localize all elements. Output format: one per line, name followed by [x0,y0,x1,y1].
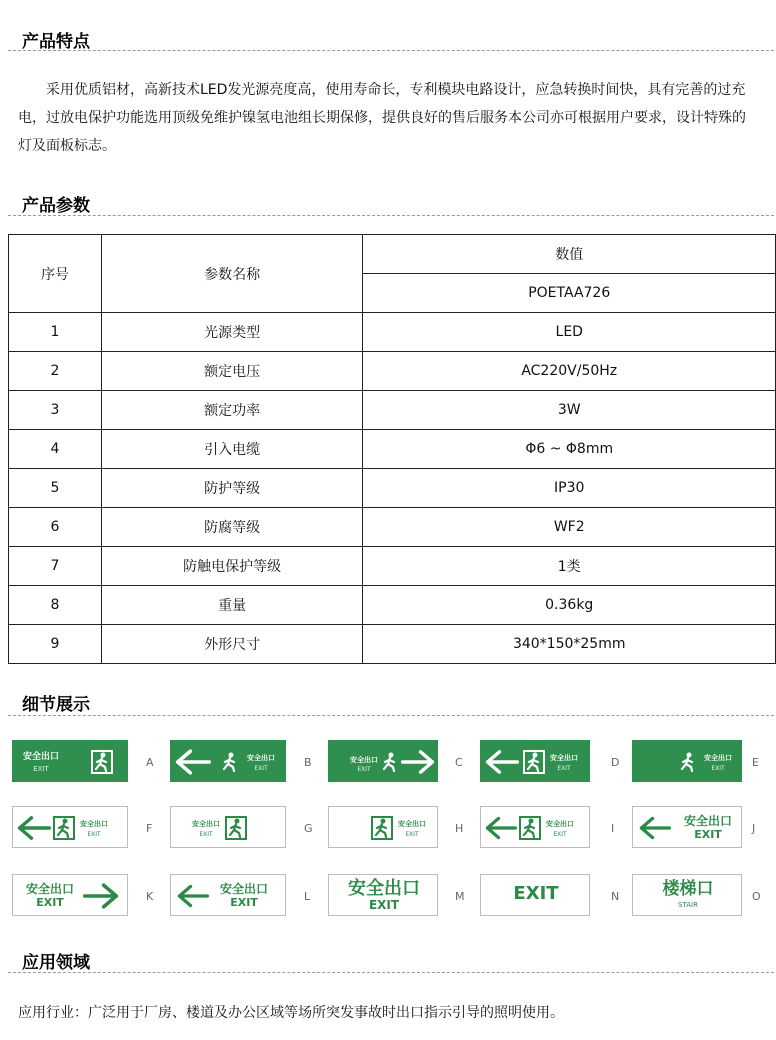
sign-text: 安全出口 [348,878,420,899]
row-index: 7 [9,547,102,586]
row-name: 引入电缆 [101,430,363,469]
header-model: POETAA726 [363,274,776,313]
header-value: 数值 [363,235,776,274]
sign-letter-label: D [611,756,620,769]
header-name: 参数名称 [101,235,363,313]
running-person-icon [219,750,241,774]
running-person-icon [523,750,545,774]
row-name: 重量 [101,586,363,625]
sign-letter-label: M [455,890,465,903]
running-person-icon [91,750,113,774]
table-row [9,508,776,547]
exit-sign-a [12,740,128,782]
params-title: 产品参数 [22,196,90,216]
sign-text: EXIT [694,828,722,841]
details-title: 细节展示 [22,695,90,715]
features-divider [8,50,774,51]
row-index: 1 [9,313,102,352]
sign-text: 楼梯口 [662,879,714,899]
details-divider [8,715,774,716]
row-index: 3 [9,391,102,430]
sign-text: 安全出口 [247,754,275,762]
row-name: 外形尺寸 [101,625,363,664]
features-title: 产品特点 [22,32,90,52]
sign-text: EXIT [368,898,400,912]
exit-sign-k [12,874,128,916]
exit-sign-b [170,740,286,782]
table-row [9,625,776,664]
table-row [9,586,776,625]
sign-letter-label: I [611,822,615,835]
sign-text: 安全出口 [25,882,74,896]
row-index: 6 [9,508,102,547]
sign-text: 安全出口 [350,756,378,764]
sign-subtext: EXIT [87,831,101,838]
sign-text: 安全出口 [546,820,574,828]
row-value: 340*150*25mm [363,625,776,664]
params-table [8,234,776,664]
sign-text: EXIT [230,896,258,909]
row-value: 3W [363,391,776,430]
exit-sign-j [632,806,742,848]
table-row [9,547,776,586]
table-row [9,469,776,508]
arrow-left-icon [177,881,209,911]
row-value: 1类 [363,547,776,586]
row-index: 2 [9,352,102,391]
sign-subtext: EXIT [711,765,725,772]
row-value: LED [363,313,776,352]
sign-letter-label: O [752,890,761,903]
row-name: 额定电压 [101,352,363,391]
row-value: IP30 [363,469,776,508]
sign-subtext: EXIT [254,765,268,772]
running-person-icon [677,750,699,774]
sign-subtext: EXIT [405,831,419,838]
sign-text: EXIT [513,883,559,904]
sign-letter-label: J [752,822,756,835]
sign-text: 安全出口 [683,814,732,828]
row-name: 防护等级 [101,469,363,508]
table-row [9,430,776,469]
exit-sign-o [632,874,742,916]
row-value: 0.36kg [363,586,776,625]
header-index: 序号 [9,235,102,313]
sign-letter-label: B [304,756,312,769]
running-person-icon [379,750,401,774]
exit-sign-h [328,806,438,848]
row-name: 光源类型 [101,313,363,352]
row-value: WF2 [363,508,776,547]
row-value: Φ6 ~ Φ8mm [363,430,776,469]
sign-text: 安全出口 [398,820,426,828]
row-name: 防触电保护等级 [101,547,363,586]
row-index: 5 [9,469,102,508]
exit-sign-d [480,740,590,782]
running-person-icon [371,816,393,840]
application-text: 应用行业：广泛用于厂房、楼道及办公区域等场所突发事故时出口指示引导的照明使用。 [18,1005,564,1021]
exit-sign-g [170,806,286,848]
sign-letter-label: F [146,822,153,835]
arrow-left-icon [17,813,51,843]
exit-sign-c [328,740,438,782]
running-person-icon [225,816,247,840]
row-name: 额定功率 [101,391,363,430]
sign-letter-label: G [304,822,313,835]
sign-letter-label: H [455,822,464,835]
exit-sign-l [170,874,286,916]
sign-letter-label: E [752,756,759,769]
row-index: 9 [9,625,102,664]
application-divider [8,972,774,973]
sign-subtext: EXIT [33,765,49,773]
row-index: 8 [9,586,102,625]
sign-text: 安全出口 [80,820,108,828]
table-row [9,391,776,430]
table-row [9,313,776,352]
sign-text: 安全出口 [219,882,268,896]
arrow-left-icon [639,813,671,843]
params-divider [8,215,774,216]
sign-letter-label: K [146,890,154,903]
sign-subtext: EXIT [199,831,213,838]
row-index: 4 [9,430,102,469]
arrow-right-icon [401,747,435,777]
exit-sign-e [632,740,742,782]
sign-text: 安全出口 [550,754,578,762]
exit-sign-f [12,806,128,848]
running-person-icon [519,816,541,840]
row-name: 防腐等级 [101,508,363,547]
table-row [9,352,776,391]
sign-subtext: STAIR [678,901,698,909]
sign-text: 安全出口 [22,752,59,762]
exit-sign-m [328,874,438,916]
arrow-left-icon [175,747,211,777]
row-value: AC220V/50Hz [363,352,776,391]
arrow-right-icon [83,881,119,911]
running-person-icon [53,816,75,840]
sign-letter-label: C [455,756,463,769]
exit-sign-i [480,806,590,848]
sign-letter-label: A [146,756,154,769]
sign-subtext: EXIT [553,831,567,838]
sign-text: 安全出口 [192,820,220,828]
sign-subtext: EXIT [557,765,571,772]
arrow-left-icon [485,813,517,843]
sign-letter-label: L [304,890,311,903]
sign-letter-label: N [611,890,620,903]
exit-sign-n [480,874,590,916]
sign-text: EXIT [36,896,64,909]
application-title: 应用领域 [22,953,90,973]
sign-text: 安全出口 [704,754,732,762]
sign-subtext: EXIT [357,766,371,773]
arrow-left-icon [485,747,519,777]
features-text: 采用优质铝材，高新技术LED发光源亮度高，使用寿命长，专利模块电路设计，应急转换时间快，具有完善的过充电，过放电保护功能选用顶级免维护镍氢电池组长期保修，提供良好的售后服务本公司亦可根据用户要求，设计特殊的灯及面板标志。 [18,82,746,154]
